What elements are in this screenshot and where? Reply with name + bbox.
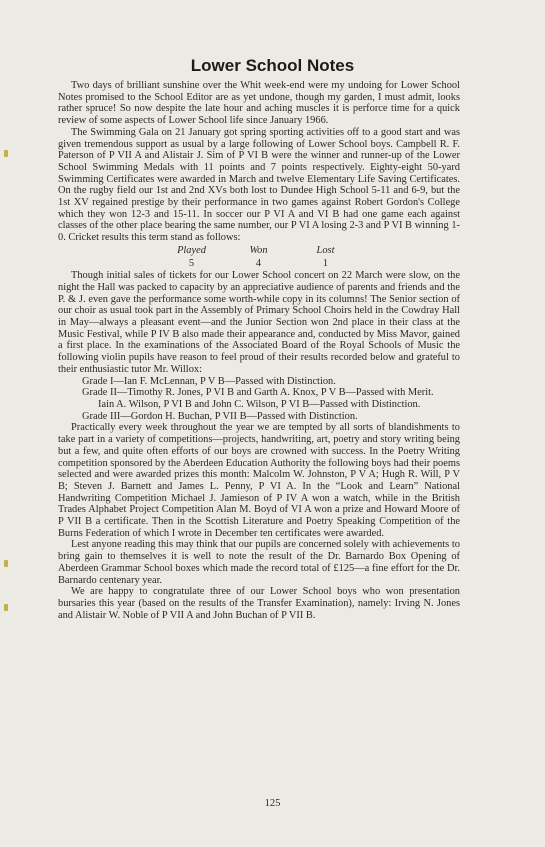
- played-header: Played: [177, 244, 206, 256]
- lost-value: 1: [322, 257, 329, 269]
- margin-marker-icon: [4, 604, 8, 611]
- grade-2-extra-text: Iain A. Wilson, P VI B and John C. Wilson, P VI B—Passed with Distinction.: [98, 398, 421, 410]
- page-number: 125: [264, 798, 281, 809]
- grade-2-entry: [58, 387, 460, 399]
- grade-3-text: —Gordon H. Buchan, P VII B—Passed with Distinction.: [120, 410, 358, 422]
- won-header: Won: [249, 244, 268, 256]
- margin-marker-icon: [4, 560, 8, 567]
- lost-header: Lost: [316, 244, 335, 256]
- played-value: 5: [188, 257, 195, 269]
- grade-3-label: Grade III: [82, 410, 121, 422]
- won-value: 4: [255, 257, 262, 269]
- grade-1-entry: [58, 376, 460, 388]
- paragraph-barnardo: Lest anyone reading this may think that our pupils are concerned solely with achievements to bring gain to themselves it is well to note the result of the Dr. Barnardo Box Opening of Aberdeen Grammar School boxes which made the record total of £125—a fine effort for the Dr. Barnardo centenary year.: [58, 539, 460, 586]
- grade-2-label: Grade II: [82, 387, 117, 399]
- paragraph-bursaries: We are happy to congratulate three of our Lower School boys who won presentation bursaries this year (based on the results of the Transfer Examination), namely: Irving N. Jones and Alistair W. Noble of P VII A and John Buchan of P VII B.: [58, 586, 460, 621]
- cricket-table-header: [58, 245, 460, 257]
- page-title: Lower School Notes: [190, 56, 355, 75]
- grade-2-extra-entry: [58, 399, 460, 411]
- grade-3-entry: [58, 411, 460, 423]
- grade-2-text: —Timothy R. Jones, P VI B and Garth A. Knox, P V B—Passed with Merit.: [116, 387, 434, 399]
- cricket-table-values: [58, 258, 460, 270]
- paragraph-music: Though initial sales of tickets for our Lower School concert on 22 March were slow, on the night the Hall was packed to capacity by an appreciative audience of parents and friends and the P. & J. even gave the performance some worth-while copy in its columns! The Senior section of our choir as usual took part in the Assembly of Primary School Choirs held in the Cowdray Hall in May—always a pleasant event—and the Junior Section won 2nd place in their class at the Music Festival, while P IV B also made their appearance and, conducted by Miss Mavor, gained a first place. In the examinations of the Associated Board of the Royal Schools of Music the following violin pupils have reason to feel proud of their results recorded below and grateful to their enthusiastic tutor Mr. Willox:: [58, 270, 460, 375]
- paragraph-intro: Two days of brilliant sunshine over the Whit week-end were my undoing for Lower School Notes promised to the School Editor are as yet undone, though my garden, I must admit, looks rather spruce! So now despite the late hour and aching muscles it is perforce time for a quick review of some aspects of Lower School life since January 1966.: [58, 80, 460, 127]
- margin-marker-icon: [4, 150, 8, 157]
- paragraph-sports: The Swimming Gala on 21 January got spring sporting activities off to a good start and was given tremendous support as usual by a large following of Lower School boys. Campbell R. F. Paterson of P VII A and Alistair J. Sim of P VI B were the winner and runner-up of the Lower School Swimming Medals with 11 points and 7 points respectively. Eighty-eight 50-yard Swimming Certificates were awarded in March and twelve Elementary Life Saving Certificates. On the rugby field our 1st and 2nd XVs both lost to Dundee High School 5-11 and 6-9, but the 1st XV regained prestige by their performance in two games against Robert Gordon's College which they won 12-3 and 15-11. In soccer our P VI A and VI B had one game each against classes of the other place bearing the same number, our P VI A losing 2-3 and P VI B winning 1-0. Cricket results this term stand as follows:: [58, 126, 460, 244]
- grade-1-label: Grade I: [82, 375, 114, 387]
- grade-1-text: —Ian F. McLennan, P V B—Passed with Distinction.: [113, 375, 336, 387]
- article-body: [58, 80, 460, 621]
- paragraph-competitions: Practically every week throughout the year we are tempted by all sorts of blandishments to take part in a variety of competitions—projects, handwriting, art, poetry and story writing being but a few, and quite often efforts of our boys are crowned with success. In the Poetry Writing competition sponsored by the Aberdeen Education Authority the following boys had their poems selected and were awarded prizes this month: Malcolm W. Johnston, P V A; Hugh R. Will, P V B; Steven J. Barnett and James L. Penny, P VI A. In the “Look and Learn” National Handwriting Competition Michael J. Jamieson of P IV A won a watch, while in the British Trades Alphabet Project Competition Alan M. Boyd of VI A won a prize and Howard Moore of P VII B a certificate. Then in the Scottish Literature and Poetry Speaking Competition of the Burns Federation of which I wrote in December ten certificates were awarded.: [58, 422, 460, 539]
